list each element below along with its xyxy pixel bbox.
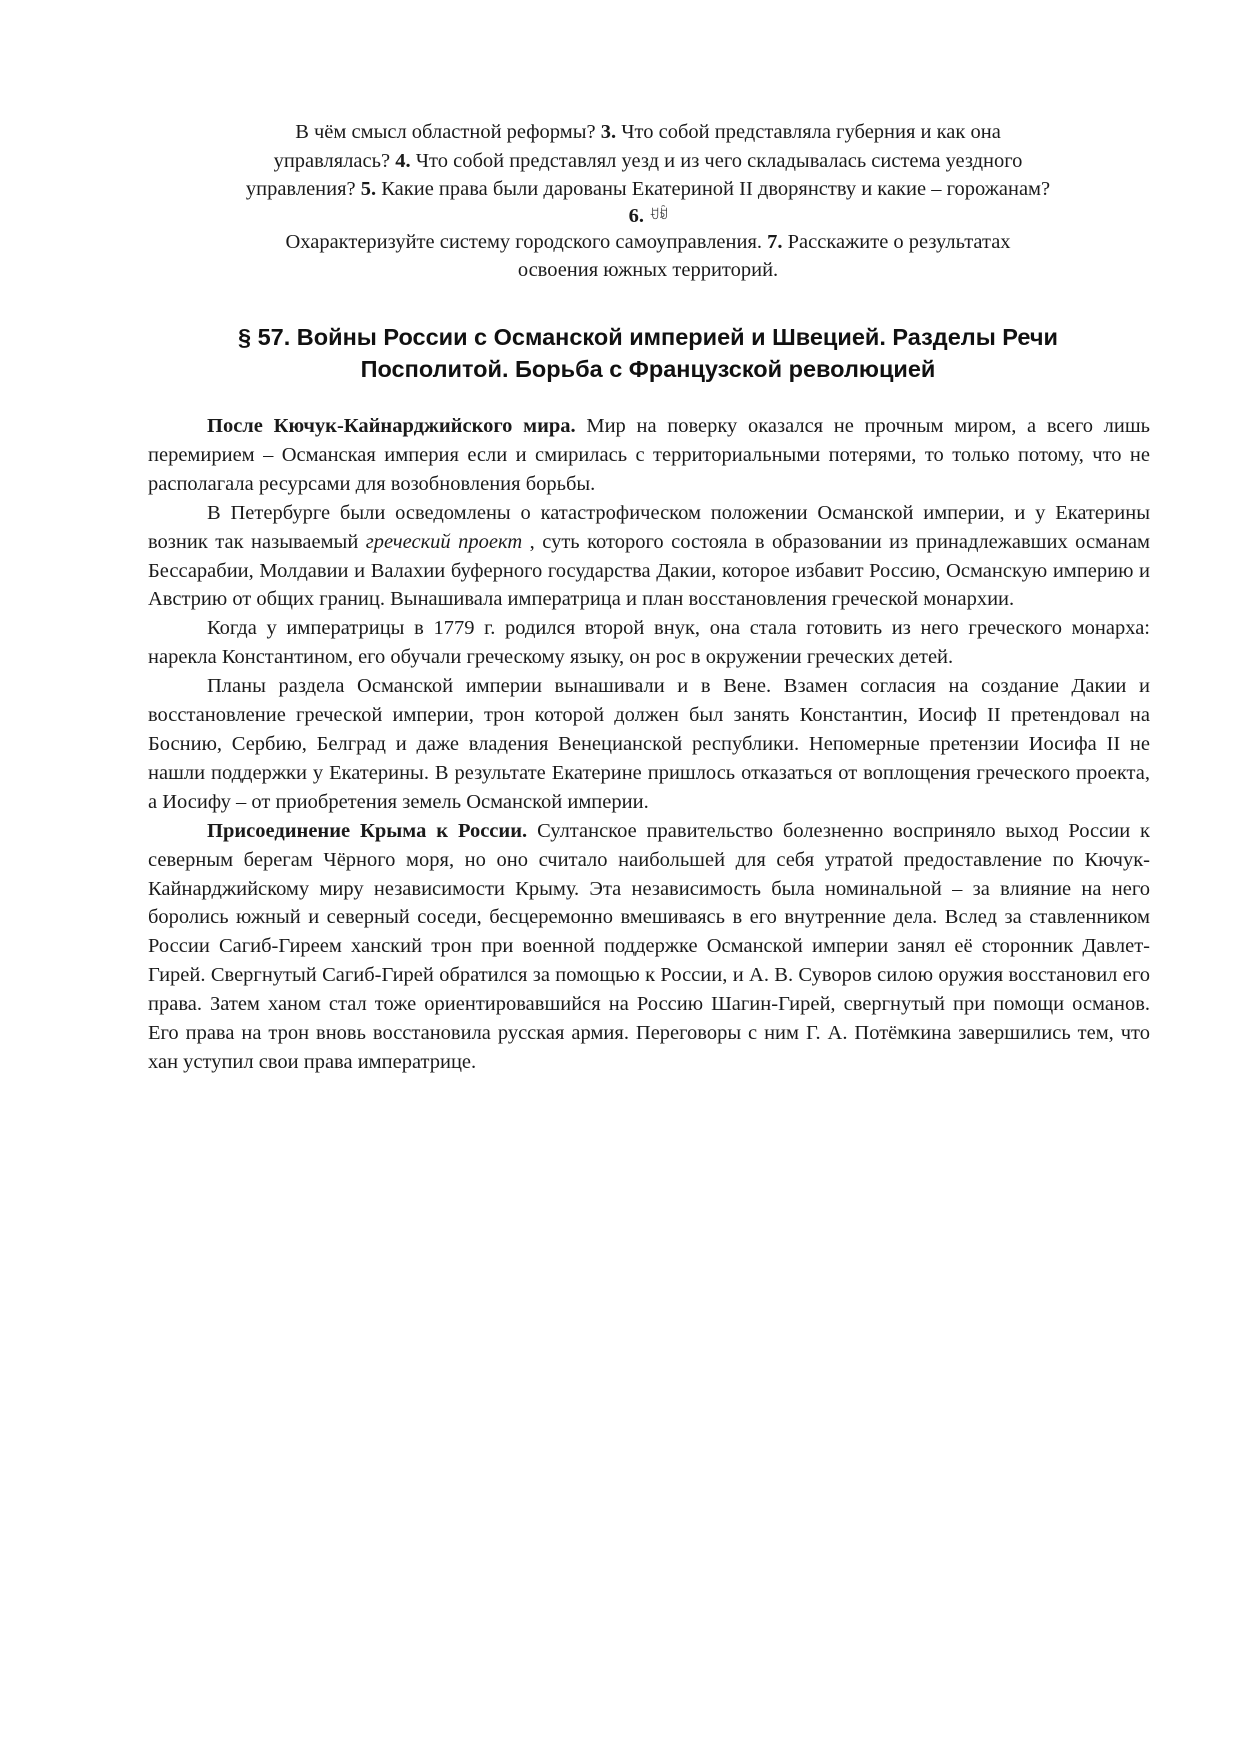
paragraph-text: В Петербурге были осведомлены о катастрофическом положении Османской империи, и у Екатерины возник так называемый — [148, 501, 1150, 553]
paragraph — [148, 412, 1150, 499]
question-number: 4. — [395, 149, 411, 172]
question-text: управления? — [245, 178, 356, 200]
section-title-line: § 57. Войны России с Османской империей и Швецией. Разделы Речи — [238, 324, 1058, 350]
question-line — [150, 175, 1146, 204]
question-text: Что собой представляла губерния и как она — [621, 121, 1001, 143]
question-text: освоения южных территорий. — [517, 259, 779, 281]
paragraph-subheading: После Кючук-Кайнарджийского мира. — [207, 415, 576, 437]
question-text: В чём смысл областной реформы? — [295, 121, 596, 143]
question-line — [150, 204, 1146, 228]
section-heading — [150, 321, 1146, 385]
question-line — [150, 147, 1146, 176]
paragraph — [148, 499, 1150, 615]
paragraph — [148, 614, 1150, 672]
question-text: Расскажите о результатах — [787, 230, 1011, 253]
question-number: 7. — [767, 230, 783, 253]
section-body — [148, 412, 1150, 1077]
italic-term: греческий проект — [365, 530, 523, 553]
question-line — [150, 118, 1146, 147]
review-questions — [150, 118, 1146, 285]
paragraph-text: Когда у императрицы в 1779 г. родился второй внук, она стала готовить из него греческого монарха: нарекла Константином, его обучали греческому языку, он рос в окружении греческих детей. — [148, 617, 1150, 669]
paragraph-text: Планы раздела Османской империи вынашивали и в Вене. Взамен согласия на создание Дакии и восстановление греческой империи, трон которой должен был занять Константин, Иосиф II претендовал на Боснию, Сербию, Белград и даже владения Венецианской республики. Непомерные претензии Иосифа II не нашли поддержки у Екатерины. В результате Екатерине пришлось отказаться от воплощения греческого проекта, а Иосифу – от приобретения земель Османской империи. — [148, 675, 1150, 813]
question-line — [150, 256, 1146, 285]
question-number: 3. — [600, 121, 617, 143]
paragraph — [148, 672, 1150, 817]
paragraph-text: , суть которого состояла в образовании из принадлежавших османам Бессарабии, Молдавии и Валахии буферного государства Дакии, которое избавит Россию, Османскую империю и Австрию от общих границ. Вынашивала императрица и план восстановления греческой монархии. — [148, 530, 1151, 611]
paragraph-text: Мир на поверку оказался не прочным миром, а всего лишь перемирием – Османская империя если и смирилась с территориальными потерями, то только потому, что не располагала ресурсами для возобновления борьбы. — [148, 415, 1150, 495]
question-line — [150, 228, 1146, 257]
garbled-glyph: ꀀꀁ — [649, 207, 668, 223]
question-number: 5. — [360, 178, 377, 200]
question-text: Какие права были дарованы Екатериной II дворянству и какие – горожанам? — [381, 178, 1051, 200]
question-text: Охарактеризуйте систему городского самоуправления. — [285, 230, 763, 253]
question-text: управлялась? — [273, 149, 391, 172]
question-text: Что собой представлял уезд и из чего складывалась система уездного — [415, 149, 1023, 172]
paragraph-text: Султанское правительство болезненно восприняло выход России к северным берегам Чёрного моря, но оно считало наибольшей для себя утратой предоставление по Кючук-Кайнарджийскому миру независимости Крыму. Эта независимость была номинальной – за влияние на него боролись южный и северный соседи, бесцеремонно вмешиваясь в его внутренние дела. Вслед за ставленником России Сагиб-Гиреем ханский трон при военной поддержке Османской империи занял её сторонник Давлет-Гирей. Свергнутый Сагиб-Гирей обратился за помощью к России, и А. В. Суворов силою оружия восстановил его права. Затем ханом стал тоже ориентировавшийся на Россию Шагин-Гирей, свергнутый при помощи османов. Его права на трон вновь восстановила русская армия. Переговоры с ним Г. А. Потёмкина завершились тем, что хан уступил свои права императрице. — [148, 819, 1151, 1073]
section-title-line: Посполитой. Борьба с Французской революцией — [360, 356, 936, 382]
paragraph-subheading: Присоединение Крыма к России. — [207, 819, 528, 842]
question-number: 6. — [628, 204, 644, 227]
paragraph — [148, 817, 1150, 1077]
